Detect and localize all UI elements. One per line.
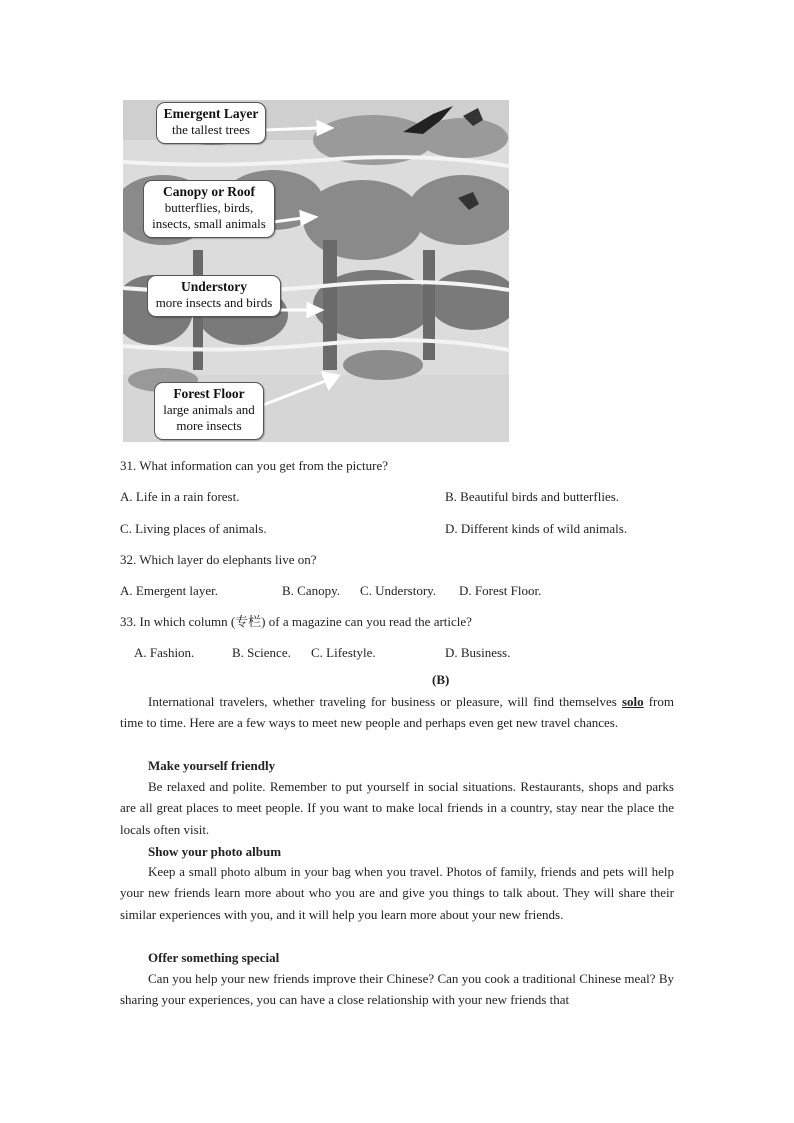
label-canopy-or-roof bbox=[143, 180, 275, 238]
label-description: large animals and bbox=[163, 402, 255, 417]
underlined-word-solo: solo bbox=[621, 694, 644, 709]
label-title: Canopy or Roof bbox=[162, 184, 255, 199]
subheading-show-photo-album: Show your photo album bbox=[148, 844, 282, 859]
label-forest-floor bbox=[154, 382, 264, 440]
question-31-option-c: C. Living places of animals. bbox=[120, 521, 267, 536]
question-32-option-d: D. Forest Floor. bbox=[459, 583, 542, 598]
question-32-option-c: C. Understory. bbox=[360, 583, 437, 598]
question-32-option-a: A. Emergent layer. bbox=[120, 583, 218, 598]
label-title: Emergent Layer bbox=[163, 106, 259, 121]
intro-text-after: from time to time. Here are a few ways to meet new people and perhaps even get new travel chances. bbox=[120, 694, 674, 731]
label-title: Understory bbox=[181, 279, 247, 294]
question-33-stem: 33. In which column (专栏) of a magazine can you read the article? bbox=[120, 614, 472, 629]
label-description: butterflies, birds, bbox=[164, 200, 254, 215]
label-description: the tallest trees bbox=[172, 122, 250, 137]
question-32-stem: 32. Which layer do elephants live on? bbox=[120, 552, 317, 567]
label-emergent-layer bbox=[156, 102, 266, 144]
subheading-make-yourself-friendly: Make yourself friendly bbox=[148, 758, 276, 773]
question-32-option-b: B. Canopy. bbox=[282, 583, 341, 598]
label-understory bbox=[147, 275, 281, 317]
question-33-option-b: B. Science. bbox=[232, 645, 291, 660]
label-description: more insects bbox=[176, 418, 242, 433]
question-31-option-a: A. Life in a rain forest. bbox=[120, 489, 240, 504]
question-33-option-d: D. Business. bbox=[445, 645, 511, 660]
section-label: (B) bbox=[432, 672, 450, 687]
question-31-option-b: B. Beautiful birds and butterflies. bbox=[445, 489, 620, 504]
paragraph-show-photo-album: Keep a small photo album in your bag when you travel. Photos of family, friends and pets will help your new friends learn more about who you are and give you things to talk about. They will share their similar experiences with you, and it will help you learn more about your new friends. bbox=[120, 864, 674, 922]
paragraph-make-yourself-friendly: Be relaxed and polite. Remember to put yourself in social situations. Restaurants, shops and parks are all great places to meet people. If you want to make local friends in a country, stay near the place the locals often visit. bbox=[120, 779, 674, 837]
paragraph-offer-something-special: Can you help your new friends improve their Chinese? Can you cook a traditional Chinese meal? By sharing your experiences, you can have a close relationship with your new friends that bbox=[120, 971, 674, 1008]
label-title: Forest Floor bbox=[173, 386, 245, 401]
passage-intro bbox=[120, 691, 674, 734]
subheading-offer-something-special: Offer something special bbox=[148, 950, 280, 965]
label-description: more insects and birds bbox=[155, 295, 273, 310]
label-description: insects, small animals bbox=[152, 216, 266, 231]
question-31-option-d: D. Different kinds of wild animals. bbox=[445, 521, 628, 536]
intro-text-before: International travelers, whether traveling for business or pleasure, will find themselves bbox=[148, 694, 622, 709]
question-33-option-a: A. Fashion. bbox=[134, 645, 195, 660]
question-31-stem: 31. What information can you get from the picture? bbox=[120, 458, 388, 473]
rainforest-layers-illustration bbox=[123, 100, 509, 442]
question-33-option-c: C. Lifestyle. bbox=[311, 645, 376, 660]
